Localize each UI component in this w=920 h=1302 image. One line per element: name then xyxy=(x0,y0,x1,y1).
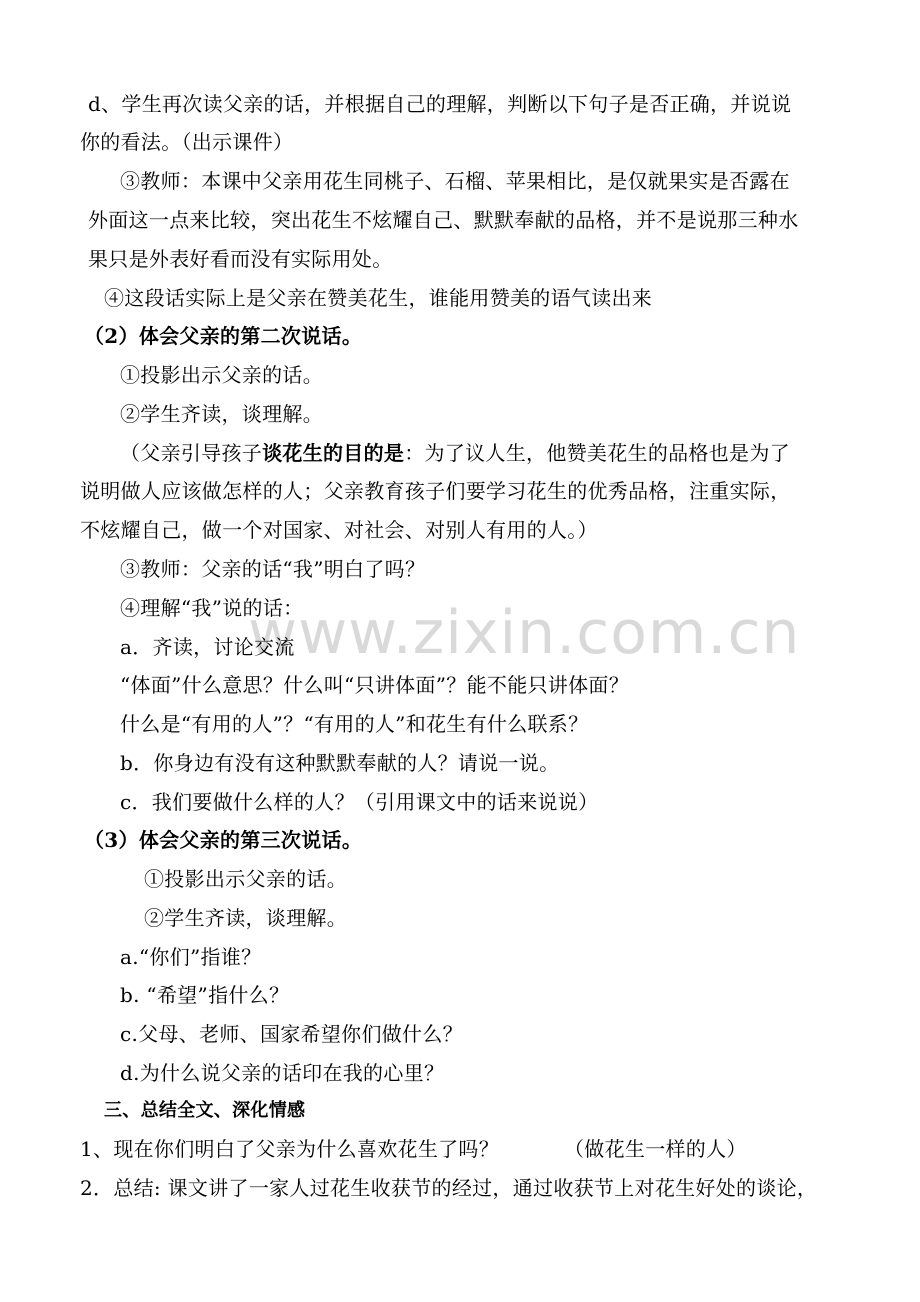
paragraph-line: 不炫耀自己，做一个对国家、对社会、对别人有用的人。） xyxy=(80,518,598,542)
paragraph-line: 说明做人应该做怎样的人；父亲教育孩子们要学习花生的优秀品格，注重实际， xyxy=(80,479,791,503)
watermark: www.zixin.com.cn xyxy=(248,598,801,668)
step-item: ①投影出示父亲的话。 xyxy=(144,867,347,891)
section-heading-main: 三、总结全文、深化情感 xyxy=(104,1100,306,1121)
paragraph-line: 果只是外表好看而没有实际用处。 xyxy=(88,247,393,271)
text-span: ：为了议人生，他赞美花生的品格也是为了 xyxy=(404,441,790,465)
sub-item: d.为什么说父亲的话印在我的心里？ xyxy=(120,1061,445,1085)
step-item: ②学生齐读，谈理解。 xyxy=(120,402,323,426)
paragraph-line: ③教师：本课中父亲用花生同桃子、石榴、苹果相比，是仅就果实是否露在 xyxy=(120,169,790,193)
sub-item: c．我们要做什么样的人？（引用课文中的话来说说） xyxy=(120,790,599,814)
paragraph-line: 1、现在你们明白了父亲为什么喜欢花生了吗？ xyxy=(80,1137,500,1161)
step-item: ③教师：父亲的话“我”明白了吗？ xyxy=(120,557,426,581)
sub-item: c.父母、老师、国家希望你们做什么？ xyxy=(120,1022,463,1046)
paragraph-line: ④这段话实际上是父亲在赞美花生，谁能用赞美的语气读出来 xyxy=(104,286,653,310)
step-item: ④理解“我”说的话： xyxy=(120,596,304,620)
section-heading-2: （2）体会父亲的第二次说话。 xyxy=(84,324,363,348)
sub-item: b. “希望”指什么？ xyxy=(120,983,290,1007)
sub-item: a.“你们”指谁？ xyxy=(120,945,262,969)
question-line: 什么是“有用的人”？“有用的人”和花生有什么联系？ xyxy=(120,712,589,736)
section-heading-3: （3）体会父亲的第三次说话。 xyxy=(84,828,363,852)
answer-note: （做花生一样的人） xyxy=(564,1137,747,1161)
emphasis-text: 谈花生的目的是 xyxy=(262,441,405,465)
sub-item: a．齐读，讨论交流 xyxy=(120,635,295,659)
paragraph-line: 2．总结: 课文讲了一家人过花生收获节的经过，通过收获节上对花生好处的谈论， xyxy=(80,1176,818,1200)
paragraph-line: 你的看法。（出示课件） xyxy=(80,130,294,154)
text-span: （父亲引导孩子 xyxy=(120,441,263,465)
step-item: ②学生齐读，谈理解。 xyxy=(144,906,347,930)
question-line: “体面”什么意思？什么叫“只讲体面”？能不能只讲体面？ xyxy=(120,673,629,697)
paragraph-line xyxy=(120,439,790,467)
sub-item: b．你身边有没有这种默默奉献的人？请说一说。 xyxy=(120,751,560,775)
step-item: ①投影出示父亲的话。 xyxy=(120,363,323,387)
paragraph-line: 外面这一点来比较，突出花生不炫耀自己、默默奉献的品格，并不是说那三种水 xyxy=(88,208,799,232)
paragraph-line: d、学生再次读父亲的话，并根据自己的理解，判断以下句子是否正确，并说说 xyxy=(88,92,792,116)
